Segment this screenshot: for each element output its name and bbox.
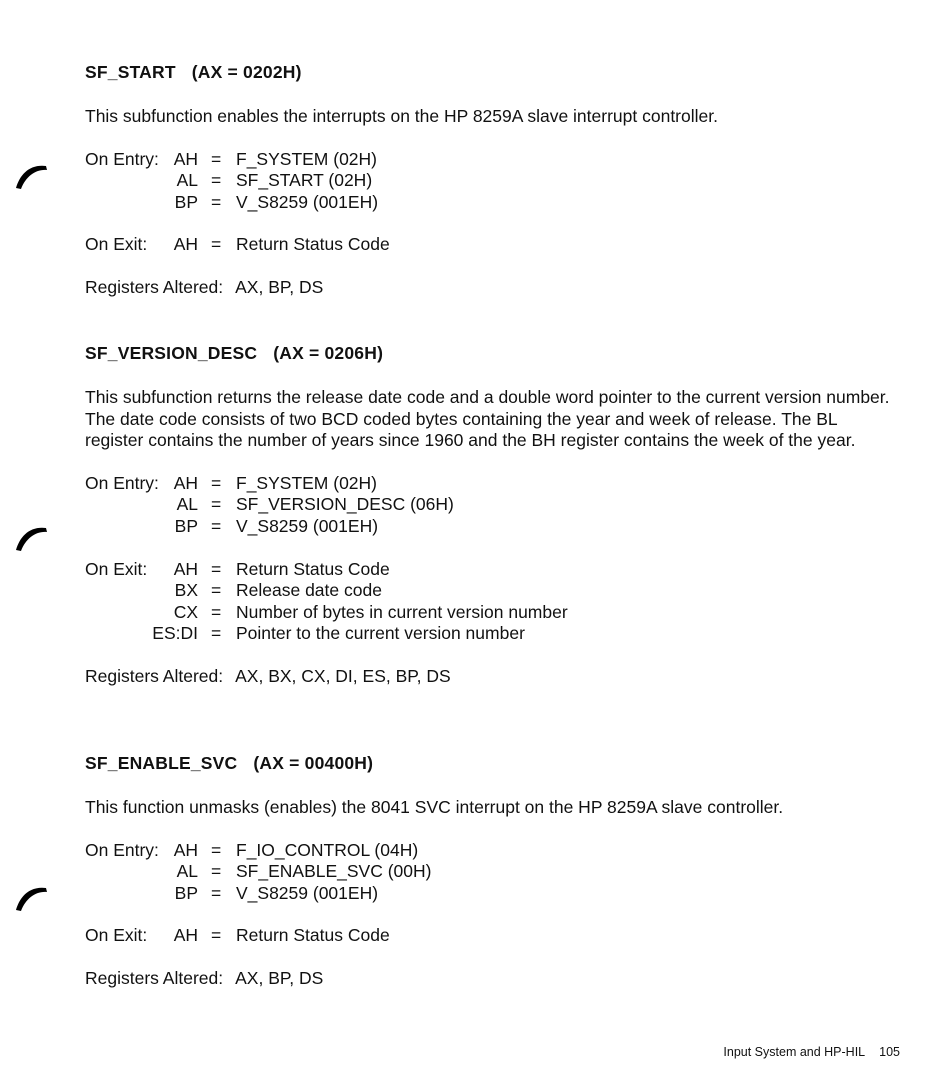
section-sf-enable-svc <box>85 751 905 990</box>
registers-altered-values: AX, BP, DS <box>235 276 324 297</box>
register-line <box>85 234 905 256</box>
registers-altered-values: AX, BX, CX, DI, ES, BP, DS <box>235 665 451 686</box>
register-name: AH <box>173 234 198 255</box>
register-value: Return Status Code <box>236 925 390 946</box>
register-line <box>85 473 905 495</box>
register-name: BP <box>174 882 198 903</box>
equals-sign: = <box>211 558 222 579</box>
register-value: F_SYSTEM (02H) <box>236 148 377 169</box>
function-code: (AX = 0202H) <box>191 62 302 82</box>
register-value: Number of bytes in current version number <box>236 601 568 622</box>
register-name: AH <box>173 472 198 493</box>
register-value: Release date code <box>236 580 382 601</box>
section-sf-start <box>85 60 905 299</box>
equals-sign: = <box>211 170 222 191</box>
equals-sign: = <box>211 882 222 903</box>
register-value: Pointer to the current version number <box>236 623 525 644</box>
register-value: Return Status Code <box>236 558 390 579</box>
register-value: SF_ENABLE_SVC (00H) <box>236 861 432 882</box>
function-name: SF_VERSION_DESC <box>85 343 258 363</box>
on-exit-label: On Exit: <box>85 234 148 255</box>
register-name: AL <box>176 861 198 882</box>
registers-altered <box>85 277 905 299</box>
on-entry-label: On Entry: <box>85 472 159 493</box>
register-line <box>85 580 905 602</box>
register-name: BP <box>174 515 198 536</box>
register-name: AH <box>173 558 198 579</box>
section-sf-version-desc <box>85 341 905 688</box>
register-value: F_SYSTEM (02H) <box>236 472 377 493</box>
equals-sign: = <box>211 191 222 212</box>
equals-sign: = <box>211 580 222 601</box>
register-value: SF_VERSION_DESC (06H) <box>236 494 454 515</box>
register-line <box>85 516 905 538</box>
section-heading <box>85 60 905 84</box>
on-exit-block <box>85 559 905 645</box>
page-number: 105 <box>879 1045 900 1059</box>
register-line <box>85 494 905 516</box>
on-entry-label: On Entry: <box>85 148 159 169</box>
equals-sign: = <box>211 623 222 644</box>
section-description: This function unmasks (enables) the 8041 SVC interrupt on the HP 8259A slave controller. <box>85 797 784 817</box>
on-exit-block <box>85 234 905 256</box>
registers-altered-values: AX, BP, DS <box>235 967 324 988</box>
register-line <box>85 623 905 645</box>
register-name: AH <box>173 925 198 946</box>
equals-sign: = <box>211 494 222 515</box>
section-heading <box>85 341 905 365</box>
function-name: SF_ENABLE_SVC <box>85 753 238 773</box>
function-code: (AX = 0206H) <box>273 343 384 363</box>
section-heading <box>85 751 905 775</box>
equals-sign: = <box>211 925 222 946</box>
register-name: ES:DI <box>152 623 198 644</box>
register-line <box>85 192 905 214</box>
register-value: F_IO_CONTROL (04H) <box>236 839 419 860</box>
register-line <box>85 925 905 947</box>
equals-sign: = <box>211 861 222 882</box>
equals-sign: = <box>211 148 222 169</box>
registers-altered-label: Registers Altered: <box>85 276 224 297</box>
register-value: V_S8259 (001EH) <box>236 191 379 212</box>
registers-altered-label: Registers Altered: <box>85 665 224 686</box>
registers-altered-label: Registers Altered: <box>85 967 224 988</box>
equals-sign: = <box>211 234 222 255</box>
register-line <box>85 170 905 192</box>
equals-sign: = <box>211 515 222 536</box>
function-name: SF_START <box>85 62 176 82</box>
on-entry-block <box>85 149 905 214</box>
equals-sign: = <box>211 472 222 493</box>
section-description: This subfunction returns the release date code and a double word pointer to the current version number. The date code consists of two BCD coded bytes containing the year and week of release. The BL register contains the number of years since 1960 and the BH register contains the week of the year. <box>85 387 890 451</box>
on-entry-block <box>85 473 905 538</box>
section-description: This subfunction enables the interrupts on the HP 8259A slave interrupt controller. <box>85 106 718 126</box>
register-name: AL <box>176 494 198 515</box>
register-name: CX <box>173 601 198 622</box>
margin-marker-icon <box>14 522 48 552</box>
on-entry-label: On Entry: <box>85 839 159 860</box>
register-name: AL <box>176 170 198 191</box>
margin-marker-icon <box>14 882 48 912</box>
page-footer <box>723 1043 900 1061</box>
register-line <box>85 861 905 883</box>
register-line <box>85 559 905 581</box>
register-name: AH <box>173 839 198 860</box>
register-line <box>85 602 905 624</box>
function-code: (AX = 00400H) <box>253 753 374 773</box>
register-line <box>85 149 905 171</box>
register-value: SF_START (02H) <box>236 170 373 191</box>
on-entry-block <box>85 840 905 905</box>
register-name: AH <box>173 148 198 169</box>
registers-altered <box>85 968 905 990</box>
register-value: V_S8259 (001EH) <box>236 515 379 536</box>
register-value: Return Status Code <box>236 234 390 255</box>
equals-sign: = <box>211 839 222 860</box>
register-value: V_S8259 (001EH) <box>236 882 379 903</box>
equals-sign: = <box>211 601 222 622</box>
on-exit-label: On Exit: <box>85 925 148 946</box>
register-line <box>85 840 905 862</box>
on-exit-label: On Exit: <box>85 558 148 579</box>
chapter-title: Input System and HP-HIL <box>723 1045 866 1059</box>
register-name: BP <box>174 191 198 212</box>
margin-marker-icon <box>14 160 48 190</box>
register-name: BX <box>174 580 198 601</box>
register-line <box>85 883 905 905</box>
registers-altered <box>85 666 905 688</box>
on-exit-block <box>85 925 905 947</box>
